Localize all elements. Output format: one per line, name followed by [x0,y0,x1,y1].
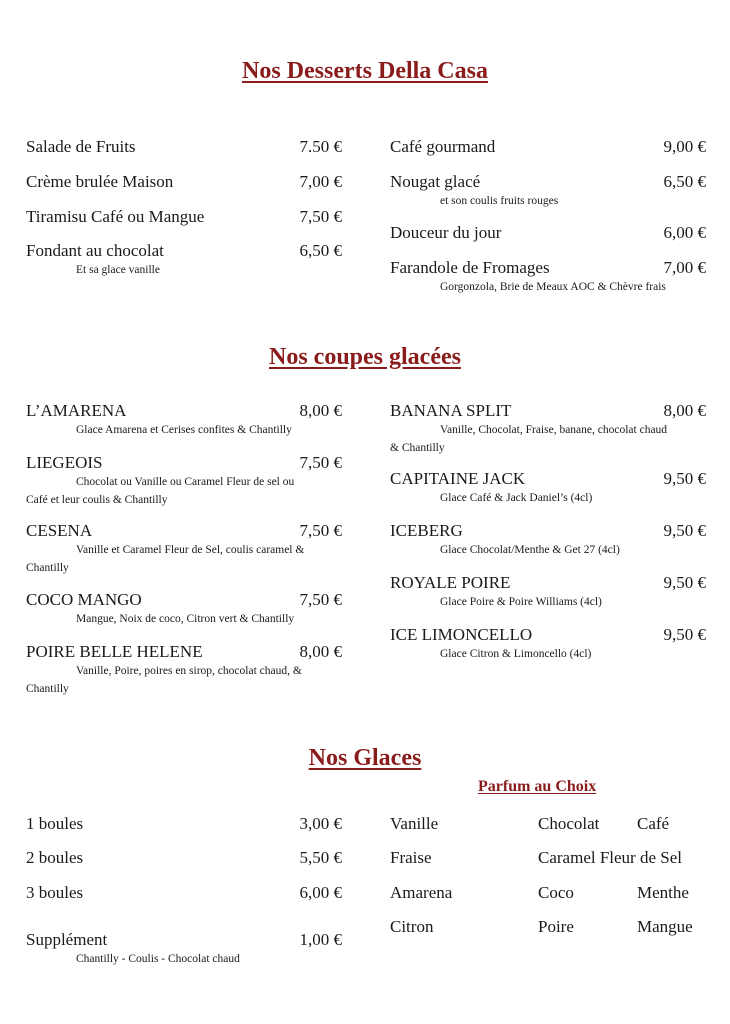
item-price: 6,00 € [663,223,706,242]
glaces-title: Nos Glaces [308,745,422,771]
menu-item [390,469,706,507]
menu-item [390,521,706,559]
flavour: Chocolat [538,814,600,833]
item-description: Vanille et Caramel Fleur de Sel, coulis caramel & [76,544,305,556]
menu-item [26,883,342,903]
item-price: 7,00 € [299,172,342,191]
item-name: ICEBERG [390,521,463,540]
item-name: BANANA SPLIT [390,401,512,420]
item-description: Mangue, Noix de coco, Citron vert & Chantilly [76,613,295,625]
item-price: 5,50 € [299,848,342,867]
menu-item [26,930,342,968]
item-description: Et sa glace vanille [76,264,160,276]
item-description: Gorgonzola, Brie de Meaux AOC & Chèvre frais [440,281,666,293]
parfum-title: Parfum au Choix [478,778,597,795]
item-description: Glace Citron & Limoncello (4cl) [440,648,592,660]
item-price: 8,00 € [299,401,342,420]
item-name: Crème brulée Maison [26,172,174,191]
item-price: 9,50 € [663,521,706,540]
item-price: 9,50 € [663,469,706,488]
item-price: 3,00 € [299,814,342,833]
item-price: 7,50 € [299,453,342,472]
coupes-title: Nos coupes glacées [269,344,461,370]
item-price: 6,00 € [299,883,342,902]
desserts-title: Nos Desserts Della Casa [242,58,488,84]
menu-item [390,137,706,157]
item-price: 9,00 € [663,137,706,156]
menu-item [26,137,342,157]
item-name: Nougat glacé [390,172,481,191]
item-name: Supplément [26,930,108,949]
item-description-cont: Chantilly [26,562,69,574]
item-description: Vanille, Chocolat, Fraise, banane, chocolat chaud [440,424,668,436]
menu-item [26,172,342,192]
flavour: Menthe [637,883,689,902]
item-description: Chantilly - Coulis - Chocolat chaud [76,953,240,965]
item-description-cont: Chantilly [26,683,69,695]
flavour: Caramel Fleur de Sel [538,848,682,867]
menu-item [390,401,706,457]
flavour: Citron [390,917,434,936]
menu-item [26,241,342,279]
item-price: 8,00 € [663,401,706,420]
menu-item [390,172,706,210]
item-description: Glace Amarena et Cerises confites & Chantilly [76,424,292,436]
item-description: Glace Poire & Poire Williams (4cl) [440,596,602,608]
menu-item [390,223,706,243]
item-description: et son coulis fruits rouges [440,195,559,207]
item-name: Salade de Fruits [26,137,136,156]
menu-item [26,848,342,868]
item-name: Farandole de Fromages [390,258,550,277]
item-name: Fondant au chocolat [26,241,164,260]
item-price: 9,50 € [663,625,706,644]
item-price: 9,50 € [663,573,706,592]
item-name: COCO MANGO [26,590,142,609]
flavour: Amarena [390,883,453,902]
item-name: 3 boules [26,883,84,902]
flavour: Fraise [390,848,432,867]
menu-item [390,625,706,663]
flavour: Coco [538,883,574,902]
menu-item [26,642,342,698]
item-name: 2 boules [26,848,84,867]
menu-item [26,590,342,628]
item-name: CESENA [26,521,93,540]
menu-item [26,521,342,577]
menu-item [26,814,342,834]
item-description: Vanille, Poire, poires en sirop, chocolat chaud, & [76,665,302,677]
item-name: Tiramisu Café ou Mangue [26,207,205,226]
menu-item [390,258,706,296]
item-name: Café gourmand [390,137,496,156]
item-price: 1,00 € [299,930,342,949]
flavour: Café [637,814,670,833]
item-price: 7,50 € [299,207,342,226]
menu-item [390,573,706,611]
item-price: 7,50 € [299,521,342,540]
item-name: ICE LIMONCELLO [390,625,533,644]
item-name: Douceur du jour [390,223,502,242]
item-name: L’AMARENA [26,401,127,420]
menu-item [26,453,342,509]
flavour: Poire [538,917,574,936]
item-name: 1 boules [26,814,84,833]
item-description-cont: & Chantilly [390,442,445,454]
item-price: 6,50 € [299,241,342,260]
item-name: ROYALE POIRE [390,573,511,592]
item-name: LIEGEOIS [26,453,103,472]
item-description: Glace Café & Jack Daniel’s (4cl) [440,492,593,504]
item-description-cont: Café et leur coulis & Chantilly [26,494,168,506]
flavour: Vanille [390,814,439,833]
flavour: Mangue [637,917,693,936]
item-price: 8,00 € [299,642,342,661]
item-price: 7,00 € [663,258,706,277]
item-price: 6,50 € [663,172,706,191]
menu-item [26,401,342,439]
item-name: CAPITAINE JACK [390,469,526,488]
item-description: Chocolat ou Vanille ou Caramel Fleur de sel ou [76,476,295,488]
menu-item [26,207,342,227]
item-price: 7.50 € [299,137,342,156]
item-description: Glace Chocolat/Menthe & Get 27 (4cl) [440,544,620,556]
item-price: 7,50 € [299,590,342,609]
item-name: POIRE BELLE HELENE [26,642,203,661]
